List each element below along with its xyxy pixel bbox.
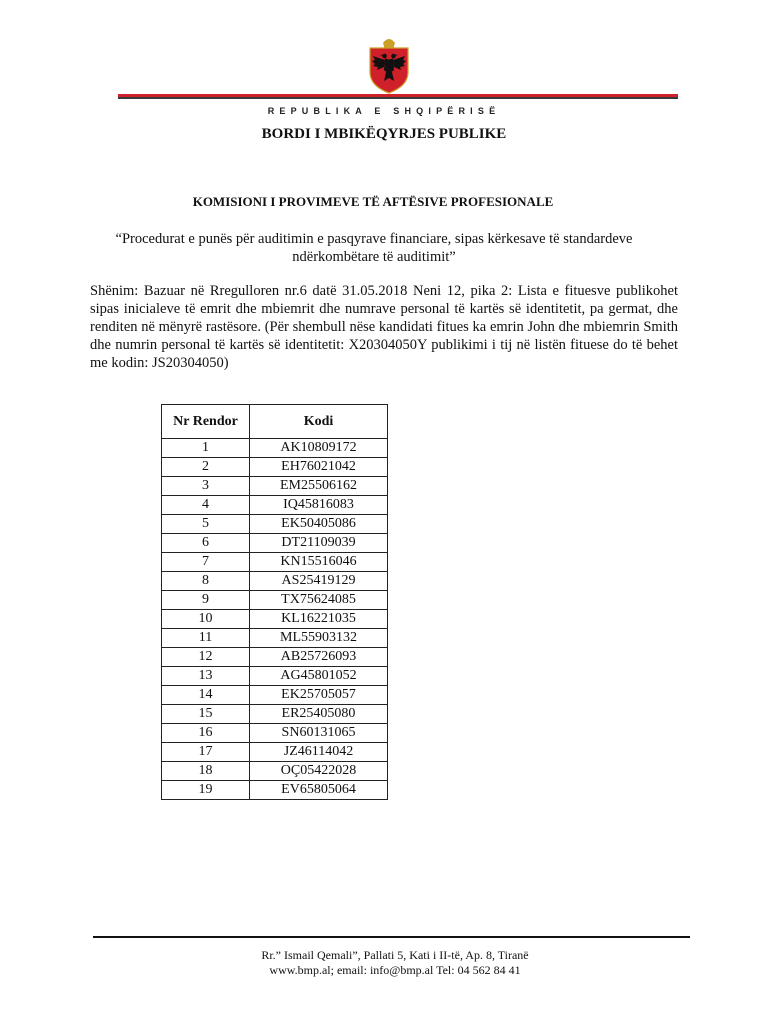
commission-title: KOMISIONI I PROVIMEVE TË AFTËSIVE PROFESIONALE <box>192 194 554 209</box>
republic-title: REPUBLIKA E SHQIPËRISË <box>267 106 501 116</box>
row-code: EK25705057 <box>250 686 388 705</box>
table-row <box>162 458 388 477</box>
row-code: ML55903132 <box>250 629 388 648</box>
footer-address: Rr.” Ismail Qemali”, Pallati 5, Kati i II-të, Ap. 8, Tiranë <box>261 948 529 962</box>
row-code: AS25419129 <box>250 572 388 591</box>
row-number: 8 <box>162 572 250 591</box>
row-number: 18 <box>162 762 250 781</box>
row-code: ER25405080 <box>250 705 388 724</box>
row-number: 3 <box>162 477 250 496</box>
note-paragraph: Shënim: Bazuar në Rregulloren nr.6 datë 31.05.2018 Neni 12, pika 2: Lista e fituesve publikohet sipas inicialeve të emrit dhe mbiemrit dhe numrave personal të kartës së identitetit, pa germat, dhe renditen në mënyrë rastësore. (Për shembull nëse kandidati fitues ka emrin John dhe mbiemrin Smith dhe numrin personal të kartës së identitetit: X20304050Y publikimi i tij në listën fituese do të behet me kodin: JS20304050) <box>90 283 678 371</box>
row-code: IQ45816083 <box>250 496 388 515</box>
row-code: AK10809172 <box>250 439 388 458</box>
row-number: 13 <box>162 667 250 686</box>
table-row <box>162 686 388 705</box>
footer <box>0 948 768 978</box>
header-rule-dark <box>118 97 678 99</box>
table-row <box>162 496 388 515</box>
row-number: 6 <box>162 534 250 553</box>
table-row <box>162 667 388 686</box>
table-row <box>162 705 388 724</box>
table-row <box>162 724 388 743</box>
table-row <box>162 572 388 591</box>
row-code: KN15516046 <box>250 553 388 572</box>
row-number: 19 <box>162 781 250 800</box>
row-code: EM25506162 <box>250 477 388 496</box>
row-code: SN60131065 <box>250 724 388 743</box>
row-code: EV65805064 <box>250 781 388 800</box>
table-row <box>162 762 388 781</box>
row-number: 4 <box>162 496 250 515</box>
table-row <box>162 610 388 629</box>
winners-table <box>161 404 388 800</box>
row-number: 7 <box>162 553 250 572</box>
header-rule <box>118 94 678 99</box>
table-row <box>162 648 388 667</box>
row-number: 9 <box>162 591 250 610</box>
row-code: TX75624085 <box>250 591 388 610</box>
header-kodi: Kodi <box>250 405 388 439</box>
row-number: 17 <box>162 743 250 762</box>
row-number: 1 <box>162 439 250 458</box>
row-number: 11 <box>162 629 250 648</box>
row-code: EH76021042 <box>250 458 388 477</box>
table-row <box>162 591 388 610</box>
board-title: BORDI I MBIKËQYRJES PUBLIKE <box>261 126 507 142</box>
table-header-row <box>162 405 388 439</box>
row-number: 15 <box>162 705 250 724</box>
row-number: 5 <box>162 515 250 534</box>
row-code: OÇ05422028 <box>250 762 388 781</box>
table-body <box>162 439 388 800</box>
row-number: 2 <box>162 458 250 477</box>
table-row <box>162 439 388 458</box>
table-row <box>162 553 388 572</box>
table-row <box>162 515 388 534</box>
table-row <box>162 629 388 648</box>
row-code: AB25726093 <box>250 648 388 667</box>
table-row <box>162 534 388 553</box>
row-code: DT21109039 <box>250 534 388 553</box>
header-nr-rendor: Nr Rendor <box>162 405 250 439</box>
row-number: 12 <box>162 648 250 667</box>
row-number: 16 <box>162 724 250 743</box>
row-code: KL16221035 <box>250 610 388 629</box>
footer-contact: www.bmp.al; email: info@bmp.al Tel: 04 562 84 41 <box>269 963 521 977</box>
row-code: EK50405086 <box>250 515 388 534</box>
row-code: AG45801052 <box>250 667 388 686</box>
footer-rule <box>93 936 690 938</box>
exam-subtitle: “Procedurat e punës për auditimin e pasqyrave financiare, sipas kërkesave të standardeve ndërkombëtare të auditimit” <box>115 231 633 265</box>
row-number: 10 <box>162 610 250 629</box>
albania-coat-of-arms-icon <box>369 36 409 94</box>
row-code: JZ46114042 <box>250 743 388 762</box>
table-row <box>162 477 388 496</box>
row-number: 14 <box>162 686 250 705</box>
table-row <box>162 781 388 800</box>
table-row <box>162 743 388 762</box>
